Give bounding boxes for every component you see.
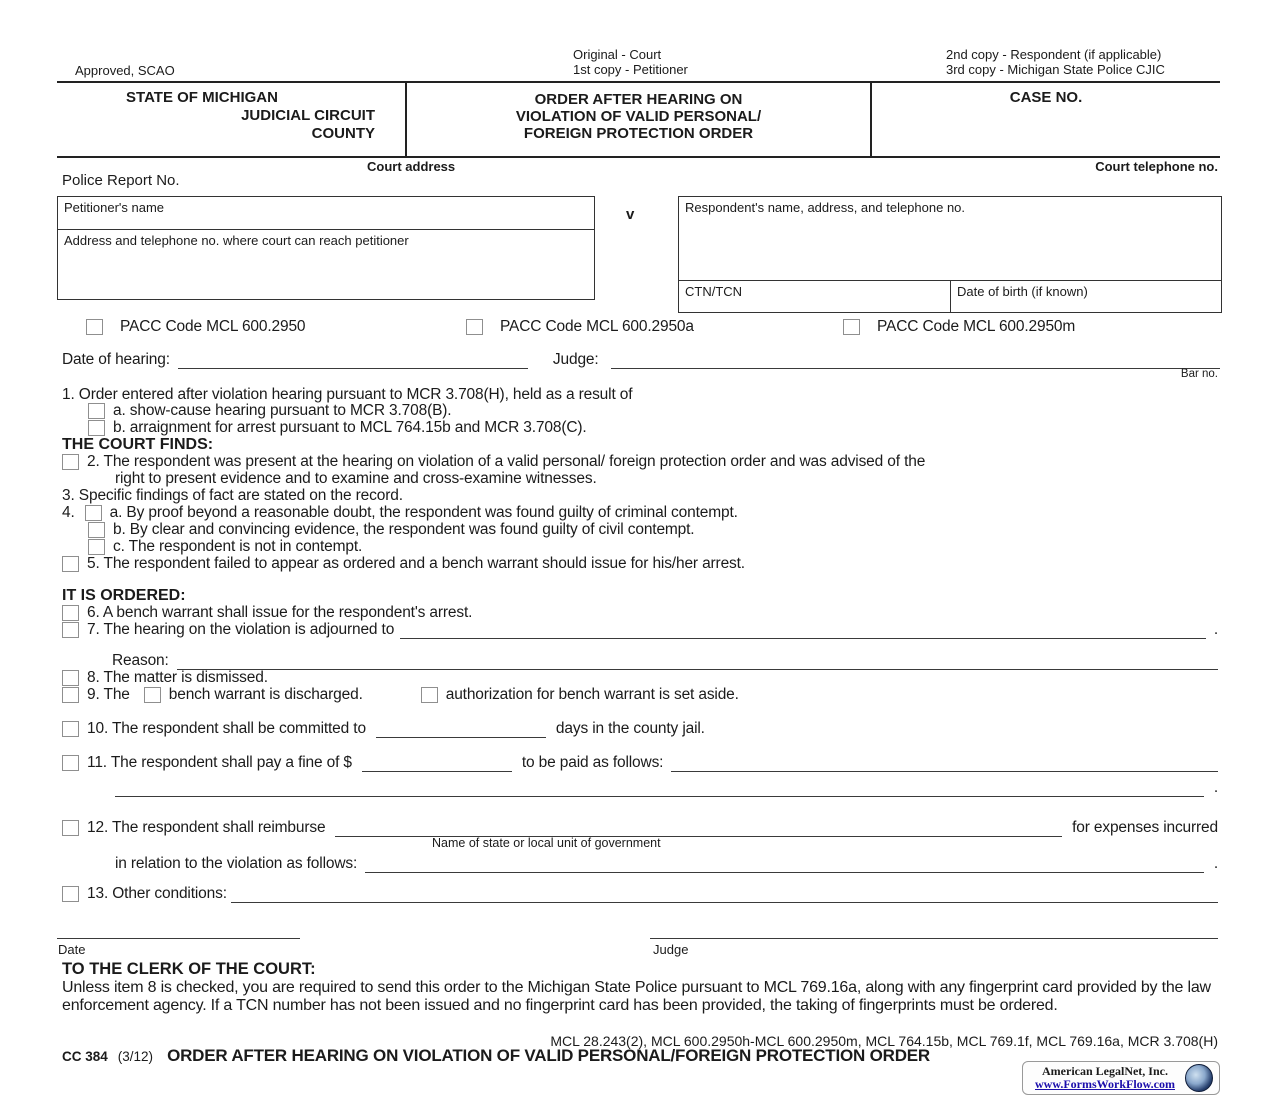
item2-label-line1: 2. The respondent was present at the hearing on violation of a valid personal/ foreign protection order and was advised of the <box>87 453 926 470</box>
item12-violation-line[interactable] <box>365 858 1204 873</box>
clerk-heading: TO THE CLERK OF THE COURT: <box>62 960 316 978</box>
bar-no-label: Bar no. <box>1180 368 1218 380</box>
pacc-label-2: PACC Code MCL 600.2950a <box>500 318 694 335</box>
respondent-info-field[interactable] <box>679 197 1221 280</box>
approved-scao-label: Approved, SCAO <box>75 63 175 78</box>
legalnet-url-link[interactable]: www.FormsWorkFlow.com <box>1035 1077 1175 1091</box>
petitioner-name-label: Petitioner's name <box>64 200 165 215</box>
item12-pre-label: 12. The respondent shall reimburse <box>87 819 326 836</box>
state-label: STATE OF MICHIGAN <box>126 89 278 106</box>
signature-judge-line[interactable] <box>650 924 1218 939</box>
signature-date-line[interactable] <box>57 924 300 939</box>
versus-label: v <box>626 206 635 223</box>
pacc-checkbox-3[interactable] <box>843 319 860 335</box>
item12-period: . <box>1213 855 1218 872</box>
order-item-11 <box>62 754 1218 772</box>
item12-checkbox[interactable] <box>62 820 79 836</box>
statute-references: MCL 28.243(2), MCL 600.2950h-MCL 600.2950m, MCL 764.15b, MCL 769.1f, MCL 769.16a, MCR 3.708(H) <box>550 1033 1218 1049</box>
item8-checkbox[interactable] <box>62 670 79 686</box>
order-item-6 <box>62 604 472 622</box>
item10-days-line[interactable] <box>376 723 546 738</box>
pacc-option-1 <box>86 318 305 336</box>
order-item-11-continued <box>115 779 1218 797</box>
judicial-circuit-label: JUDICIAL CIRCUIT <box>241 107 375 124</box>
finding-item-4b <box>88 521 694 539</box>
order-item-10 <box>62 720 705 738</box>
order-item-12-line2 <box>115 855 1218 873</box>
item11-checkbox[interactable] <box>62 755 79 771</box>
form-title-line2: VIOLATION OF VALID PERSONAL/ <box>515 108 762 125</box>
dob-field[interactable] <box>951 281 1221 312</box>
order-item-8 <box>62 669 268 687</box>
item7-checkbox[interactable] <box>62 622 79 638</box>
petitioner-address-label: Address and telephone no. where court can reach petitioner <box>64 233 409 248</box>
date-of-hearing-label: Date of hearing: <box>62 351 170 368</box>
item1a-checkbox[interactable] <box>88 403 105 419</box>
item8-label: 8. The matter is dismissed. <box>87 669 268 686</box>
item10-checkbox[interactable] <box>62 721 79 737</box>
reason-line[interactable] <box>177 655 1218 670</box>
item4b-label: b. By clear and convincing evidence, the respondent was found guilty of civil contempt. <box>113 521 695 538</box>
judge-label: Judge: <box>552 351 599 368</box>
item9-checkbox[interactable] <box>62 687 79 703</box>
item4a-checkbox[interactable] <box>85 505 102 521</box>
copy-original-label: Original - Court <box>573 47 662 62</box>
form-header-table <box>57 81 1220 158</box>
court-telephone-label: Court telephone no. <box>1095 159 1218 174</box>
finding-item-5 <box>62 555 745 573</box>
petitioner-address-field[interactable] <box>58 230 594 251</box>
item9-set-aside-label: authorization for bench warrant is set aside. <box>445 686 739 703</box>
reason-label: Reason: <box>112 652 169 669</box>
judge-line[interactable] <box>611 354 1220 369</box>
globe-icon <box>1185 1064 1213 1092</box>
item5-label: 5. The respondent failed to appear as ordered and a bench warrant should issue for his/her arrest. <box>87 555 745 572</box>
clerk-body: Unless item 8 is checked, you are required to send this order to the Michigan State Police pursuant to MCL 769.16a, along with any fingerprint card provided by the law enforcement agency. If a TCN number has not been issued and no fingerprint card has been provided, the taking of fingerprints must be ordered. <box>62 979 1211 1014</box>
finding-item-1b <box>88 419 587 437</box>
item4c-checkbox[interactable] <box>88 539 105 555</box>
hearing-row <box>62 351 1220 369</box>
finding-item-4c <box>88 538 362 556</box>
item7-period: . <box>1213 621 1218 638</box>
form-number: CC 384 <box>62 1049 108 1064</box>
finding-item-3: 3. Specific findings of fact are stated on the record. <box>62 487 403 504</box>
pacc-option-2 <box>466 318 694 336</box>
legalnet-name: American LegalNet, Inc. <box>1042 1064 1168 1078</box>
item7-label: 7. The hearing on the violation is adjourned to <box>87 621 395 638</box>
item2-label-line2: right to present evidence and to examine and cross-examine witnesses. <box>115 470 597 487</box>
court-block <box>57 83 407 156</box>
item9-set-aside-checkbox[interactable] <box>421 687 438 703</box>
form-revision: (3/12) <box>117 1049 154 1064</box>
copy-third-label: 3rd copy - Michigan State Police CJIC <box>946 62 1165 77</box>
copy-list-left <box>573 47 688 77</box>
court-finds-heading: THE COURT FINDS: <box>62 436 214 453</box>
finding-item-2 <box>62 453 925 471</box>
copy-list-right <box>946 47 1165 77</box>
item5-checkbox[interactable] <box>62 556 79 572</box>
item11-mid-label: to be paid as follows: <box>521 754 664 771</box>
order-item-7 <box>62 621 1218 639</box>
item1b-label: b. arraignment for arrest pursuant to MCL 764.15b and MCR 3.708(C). <box>113 419 587 436</box>
date-of-hearing-line[interactable] <box>178 354 528 369</box>
item9-pre-label: 9. The <box>87 686 130 703</box>
item10-post-label: days in the county jail. <box>555 720 705 737</box>
copy-second-label: 2nd copy - Respondent (if applicable) <box>946 47 1162 62</box>
finding-item-4a <box>62 504 738 522</box>
pacc-label-3: PACC Code MCL 600.2950m <box>877 318 1076 335</box>
respondent-box <box>678 196 1222 313</box>
item12-government-line[interactable] <box>335 822 1062 837</box>
legalnet-text <box>1029 1065 1181 1091</box>
reason-row <box>112 652 1218 670</box>
petitioner-name-field[interactable] <box>58 197 594 230</box>
item13-conditions-line[interactable] <box>231 888 1218 903</box>
item1a-label: a. show-cause hearing pursuant to MCR 3.708(B). <box>113 402 452 419</box>
ctn-field[interactable] <box>679 281 951 312</box>
item11-continuation-line[interactable] <box>115 782 1204 797</box>
item7-adjourned-line[interactable] <box>400 624 1206 639</box>
form-title-line1: ORDER AFTER HEARING ON <box>534 91 743 108</box>
item4a-label: a. By proof beyond a reasonable doubt, the respondent was found guilty of criminal contempt. <box>109 504 738 521</box>
item13-label: 13. Other conditions: <box>87 885 227 902</box>
finding-item-1: 1. Order entered after violation hearing pursuant to MCR 3.708(H), held as a result of <box>62 386 633 403</box>
copy-first-label: 1st copy - Petitioner <box>573 62 688 77</box>
item4b-checkbox[interactable] <box>88 522 105 538</box>
item10-pre-label: 10. The respondent shall be committed to <box>87 720 366 737</box>
respondent-info-label: Respondent's name, address, and telephone no. <box>685 200 966 215</box>
item11-paid-line[interactable] <box>671 757 1218 772</box>
item9-discharged-checkbox[interactable] <box>144 687 161 703</box>
ctn-label: CTN/TCN <box>685 284 743 299</box>
pacc-label-1: PACC Code MCL 600.2950 <box>120 318 306 335</box>
county-label: COUNTY <box>311 125 375 142</box>
item13-checkbox[interactable] <box>62 886 79 902</box>
item4-number: 4. <box>62 504 75 521</box>
dob-label: Date of birth (if known) <box>957 284 1088 299</box>
item11-period: . <box>1213 779 1218 796</box>
item6-checkbox[interactable] <box>62 605 79 621</box>
item12-line2-label: in relation to the violation as follows: <box>115 855 358 872</box>
it-is-ordered-heading: IT IS ORDERED: <box>62 587 186 604</box>
item11-pre-label: 11. The respondent shall pay a fine of $ <box>87 754 352 771</box>
legalnet-badge <box>1022 1061 1220 1095</box>
signature-date-label: Date <box>58 942 86 957</box>
order-item-13 <box>62 885 1218 903</box>
item12-sub-label: Name of state or local unit of government <box>432 836 661 850</box>
petitioner-box <box>57 196 595 300</box>
police-report-label: Police Report No. <box>62 172 180 189</box>
respondent-id-row <box>679 280 1221 312</box>
footer-form-title: ORDER AFTER HEARING ON VIOLATION OF VALID PERSONAL/FOREIGN PROTECTION ORDER <box>167 1046 930 1065</box>
case-no-cell <box>872 83 1220 156</box>
case-no-label: CASE NO. <box>1009 89 1083 106</box>
signature-judge-label: Judge <box>653 942 689 957</box>
item6-label: 6. A bench warrant shall issue for the respondent's arrest. <box>87 604 473 621</box>
form-title-block <box>407 83 872 156</box>
item11-fine-line[interactable] <box>362 757 512 772</box>
item1b-checkbox[interactable] <box>88 420 105 436</box>
item9-discharged-label: bench warrant is discharged. <box>168 686 363 703</box>
finding-item-1a <box>88 402 451 420</box>
item12-post-label: for expenses incurred <box>1072 819 1218 836</box>
order-item-9 <box>62 686 739 704</box>
item2-checkbox[interactable] <box>62 454 79 470</box>
item4c-label: c. The respondent is not in contempt. <box>113 538 363 555</box>
order-item-12 <box>62 819 1218 837</box>
pacc-checkbox-1[interactable] <box>86 319 103 335</box>
pacc-checkbox-2[interactable] <box>466 319 483 335</box>
form-id-row <box>62 1046 930 1066</box>
court-address-label: Court address <box>367 159 456 174</box>
form-title-line3: FOREIGN PROTECTION ORDER <box>523 125 754 142</box>
pacc-option-3 <box>843 318 1075 336</box>
